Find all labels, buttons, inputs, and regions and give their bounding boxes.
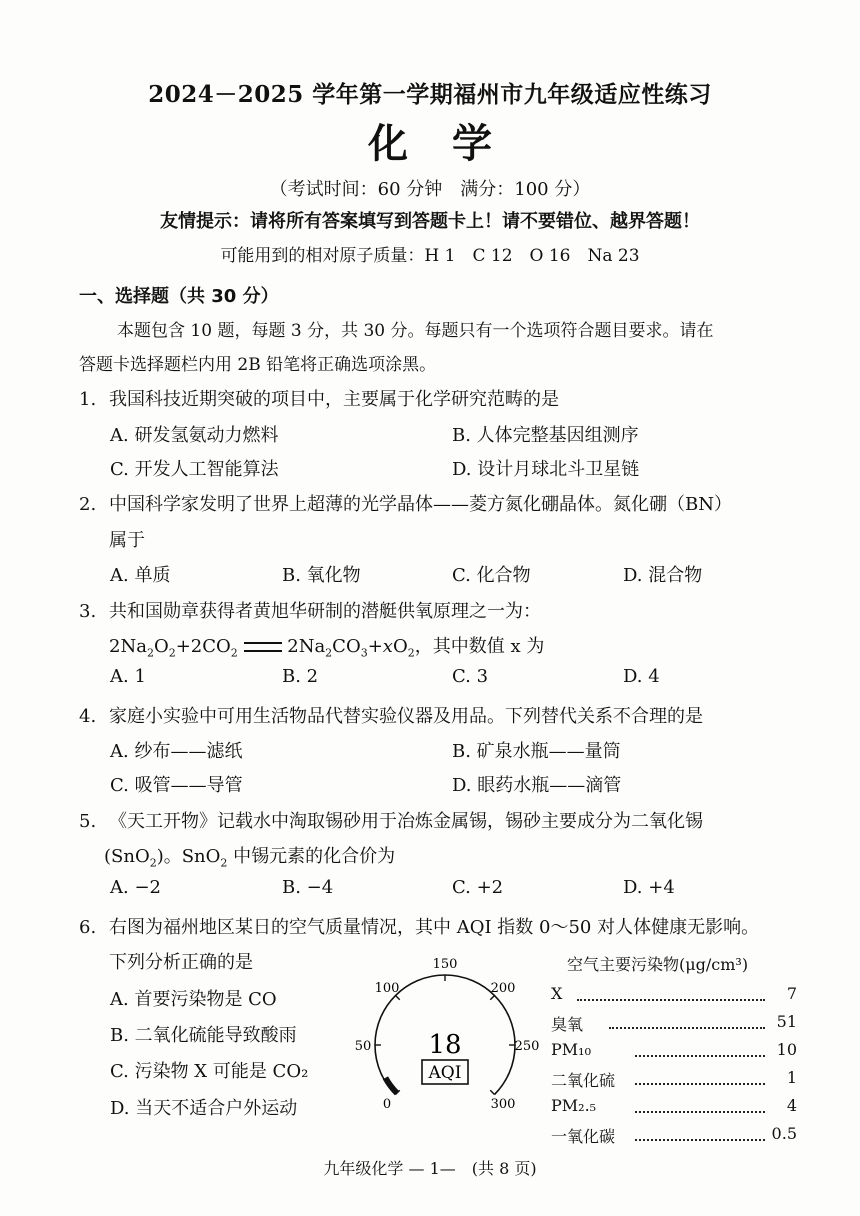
section-instruction-2: 答题卡选择题栏内用 2B 铅笔将正确选项涂黑。 — [79, 355, 437, 375]
gauge-value: 18 — [428, 1030, 462, 1060]
pollutant-name: X — [551, 984, 563, 1003]
question-number: 5. — [79, 811, 97, 832]
question-number: 3. — [79, 601, 97, 622]
question-stem: 我国科技近期突破的项目中，主要属于化学研究范畴的是 — [109, 389, 559, 410]
atomic-mass-line: 可能用到的相对原子质量：H 1 C 12 O 16 Na 23 — [220, 246, 640, 266]
option: D. 眼药水瓶——滴管 — [452, 775, 622, 796]
pollutant-value: 7 — [786, 984, 797, 1003]
gauge-tick-label: 100 — [374, 981, 400, 996]
gauge-tick-label: 200 — [490, 981, 516, 996]
option: A. 首要污染物是 CO — [110, 989, 277, 1010]
leader-dots — [609, 1027, 765, 1029]
option: C. 3 — [452, 666, 489, 687]
question-stem: 家庭小实验中可用生活物品代替实验仪器及用品。下列替代关系不合理的是 — [109, 706, 703, 727]
option: D. 设计月球北斗卫星链 — [452, 459, 640, 480]
option: D. 当天不适合户外运动 — [110, 1098, 298, 1119]
option: C. 吸管——导管 — [110, 775, 243, 796]
option: A. −2 — [110, 877, 161, 898]
question-5 — [79, 807, 703, 833]
gauge-tick-label: 150 — [432, 957, 458, 972]
pollutant-value: 1 — [786, 1068, 797, 1087]
section-instruction-1: 本题包含 10 题，每题 3 分，共 30 分。每题只有一个选项符合题目要求。请在 — [117, 321, 714, 341]
formula: (SnO$_2$)。SnO$_2$ — [104, 846, 228, 870]
option: A. 单质 — [110, 565, 171, 586]
option: B. 人体完整基因组测序 — [452, 425, 639, 446]
gauge-tick-label: 250 — [514, 1039, 540, 1054]
chemical-equation — [109, 632, 544, 660]
pollutant-name: 臭氧 — [551, 1015, 584, 1034]
question-stem: 右图为福州地区某日的空气质量情况，其中 AQI 指数 0～50 对人体健康无影响。 — [109, 917, 760, 938]
pollutant-row — [551, 984, 797, 1006]
leader-dots — [635, 1139, 765, 1141]
option: D. +4 — [623, 877, 675, 898]
section-title: 一、选择题（共 30 分） — [79, 286, 279, 307]
question-number: 2. — [79, 494, 97, 515]
option: C. +2 — [452, 877, 504, 898]
exam-title: 2024－2025 学年第一学期福州市九年级适应性练习 — [148, 81, 712, 108]
gauge-label: AQI — [428, 1063, 462, 1083]
exam-info: （考试时间：60 分钟 满分：100 分） — [269, 179, 591, 200]
gauge-tick-label: 0 — [382, 1097, 392, 1112]
question-3 — [79, 597, 541, 623]
pollutant-name: 二氧化硫 — [551, 1071, 616, 1090]
pollutant-row — [551, 1068, 797, 1090]
question-stem-cont: 属于 — [109, 530, 145, 551]
gauge-tick — [396, 996, 400, 1000]
option: A. 纱布——滤纸 — [110, 741, 243, 762]
pollutant-value: 4 — [786, 1096, 797, 1115]
pollutant-table-title: 空气主要污染物(μg/cm³) — [567, 955, 749, 974]
option: A. 1 — [110, 666, 146, 687]
pollutant-row — [551, 1096, 797, 1118]
pollutant-value: 10 — [776, 1040, 797, 1059]
pollutant-row — [551, 1040, 797, 1062]
leader-dots — [577, 999, 765, 1001]
leader-dots — [635, 1055, 765, 1057]
pollutant-name: PM₂.₅ — [551, 1096, 597, 1115]
question-number: 6. — [79, 917, 97, 938]
equation: $2Na_2O_2+2CO_2$ $2Na_2CO_3+xO_2$ — [109, 636, 415, 660]
option: D. 4 — [623, 666, 660, 687]
question-stem-cont: 下列分析正确的是 — [109, 952, 253, 973]
pollutant-name: 一氧化碳 — [551, 1127, 616, 1146]
gauge-tick-label: 50 — [354, 1039, 372, 1054]
option: D. 混合物 — [623, 565, 703, 586]
aqi-gauge — [354, 957, 540, 1130]
gauge-tick — [490, 1090, 494, 1094]
question-stem-tail: 中锡元素的化合价为 — [233, 846, 396, 867]
gauge-tick-label: 300 — [490, 1097, 516, 1112]
option: B. 氧化物 — [282, 565, 361, 586]
question-stem: 中国科学家发明了世界上超薄的光学晶体——菱方氮化硼晶体。氮化硼（BN） — [109, 494, 732, 515]
leader-dots — [635, 1111, 765, 1113]
pollutant-value: 0.5 — [771, 1124, 797, 1143]
question-stem: 共和国勋章获得者黄旭华研制的潜艇供氧原理之一为： — [109, 601, 541, 622]
pollutant-row — [551, 1124, 797, 1146]
leader-dots — [635, 1083, 765, 1085]
option: B. 2 — [282, 666, 319, 687]
pollutant-name: PM₁₀ — [551, 1040, 591, 1059]
subject-title: 化学 — [368, 120, 536, 167]
question-stem-cont — [104, 842, 395, 870]
pollutant-value: 51 — [776, 1012, 797, 1031]
equation-tail: ，其中数值 x 为 — [414, 636, 545, 657]
question-number: 1. — [79, 389, 97, 410]
option: B. 二氧化硫能导致酸雨 — [110, 1025, 297, 1046]
option: C. 开发人工智能算法 — [110, 459, 279, 480]
question-6 — [79, 913, 759, 939]
option: A. 研发氢氨动力燃料 — [110, 425, 279, 446]
option: B. 矿泉水瓶——量筒 — [452, 741, 621, 762]
option: C. 污染物 X 可能是 CO₂ — [110, 1061, 309, 1082]
question-number: 4. — [79, 706, 97, 727]
page-footer: 九年级化学 — 1— (共 8 页) — [323, 1159, 537, 1178]
question-1 — [79, 385, 559, 411]
option: B. −4 — [282, 877, 334, 898]
question-stem: 《天工开物》记载水中淘取锡砂用于冶炼金属锡，锡砂主要成分为二氧化锡 — [109, 811, 703, 832]
question-4 — [79, 702, 703, 728]
friendly-tip: 友情提示：请将所有答案填写到答题卡上！请不要错位、越界答题！ — [160, 211, 700, 232]
pollutant-row — [551, 1012, 797, 1034]
gauge-value-arc — [385, 1078, 397, 1093]
option: C. 化合物 — [452, 565, 531, 586]
question-2 — [79, 490, 732, 516]
gauge-tick — [490, 996, 494, 1000]
